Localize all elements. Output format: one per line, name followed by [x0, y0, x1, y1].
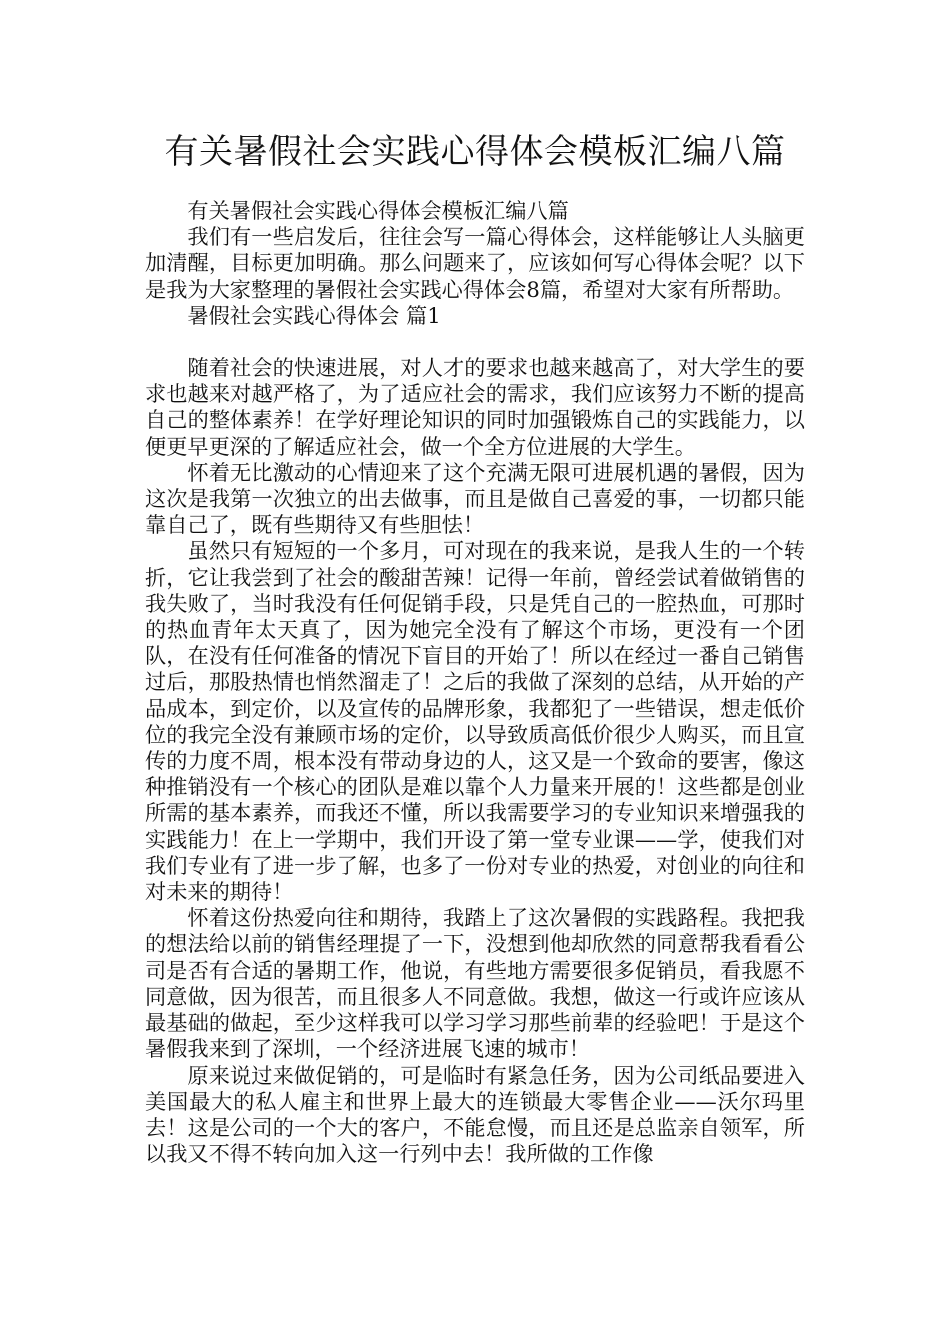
body-paragraph-1: 随着社会的快速进展，对人才的要求也越来越高了，对大学生的要求也越来对越严格了，为了适应社会的需求，我们应该努力不断的提高自己的整体素养！在学好理论知识的同时加强锻炼自己的实践能力，以便更早更深的了解适应社会，做一个全方位进展的大学生。 [145, 355, 805, 459]
document-subtitle: 有关暑假社会实践心得体会模板汇编八篇 [187, 198, 569, 223]
blank-line [145, 329, 805, 355]
document-body [145, 198, 805, 1167]
body-paragraph-2: 怀着无比激动的心情迎来了这个充满无限可进展机遇的暑假，因为这次是我第一次独立的出去做事，而且是做自己喜爱的事，一切都只能靠自己了，既有些期待又有些胆怯！ [145, 459, 805, 538]
body-paragraph-4: 怀着这份热爱向往和期待，我踏上了这次暑假的实践路程。我把我的想法给以前的销售经理提了一下，没想到他却欣然的同意帮我看看公司是否有合适的暑期工作，他说，有些地方需要很多促销员，看我愿不同意做，因为很苦，而且很多人不同意做。我想，做这一行或许应该从最基础的做起，至少这样我可以学习学习那些前辈的经验吧！于是这个暑假我来到了深圳，一个经济进展飞速的城市！ [145, 905, 805, 1062]
intro-paragraph: 我们有一些启发后，往往会写一篇心得体会，这样能够让人头脑更加清醒，目标更加明确。那么问题来了，应该如何写心得体会呢？以下是我为大家整理的暑假社会实践心得体会8篇，希望对大家有所帮助。 [145, 224, 805, 302]
section-heading: 暑假社会实践心得体会 篇1 [187, 302, 441, 328]
document-title: 有关暑假社会实践心得体会模板汇编八篇 [164, 132, 786, 172]
body-paragraph-5: 原来说过来做促销的，可是临时有紧急任务，因为公司纸品要进入美国最大的私人雇主和世界上最大的连锁最大零售企业——沃尔玛里去！这是公司的一个大的客户，不能怠慢，而且还是总监亲自领军，所以我又不得不转向加入这一行列中去！我所做的工作像 [145, 1062, 805, 1167]
body-paragraph-3: 虽然只有短短的一个多月，可对现在的我来说，是我人生的一个转折，它让我尝到了社会的酸甜苦辣！记得一年前，曾经尝试着做销售的我失败了，当时我没有任何促销手段，只是凭自己的一腔热血，可那时的热血青年太天真了，因为她完全没有了解这个市场，更没有一个团队，在没有任何准备的情况下盲目的开始了！所以在经过一番自己销售过后，那股热情也悄然溜走了！之后的我做了深刻的总结，从开始的产品成本，到定价，以及宣传的品牌形象，我都犯了一些错误，想走低价位的我完全没有兼顾市场的定价，以导致质高低价很少人购买，而且宣传的力度不周，根本没有带动身边的人，这又是一个致命的要害，像这种推销没有一个核心的团队是难以靠个人力量来开展的！这些都是创业所需的基本素养，而我还不懂，所以我需要学习的专业知识来增强我的实践能力！在上一学期中，我们开设了第一堂专业课——学，使我们对我们专业有了进一步了解，也多了一份对专业的热爱，对创业的向往和对未来的期待！ [145, 538, 805, 905]
